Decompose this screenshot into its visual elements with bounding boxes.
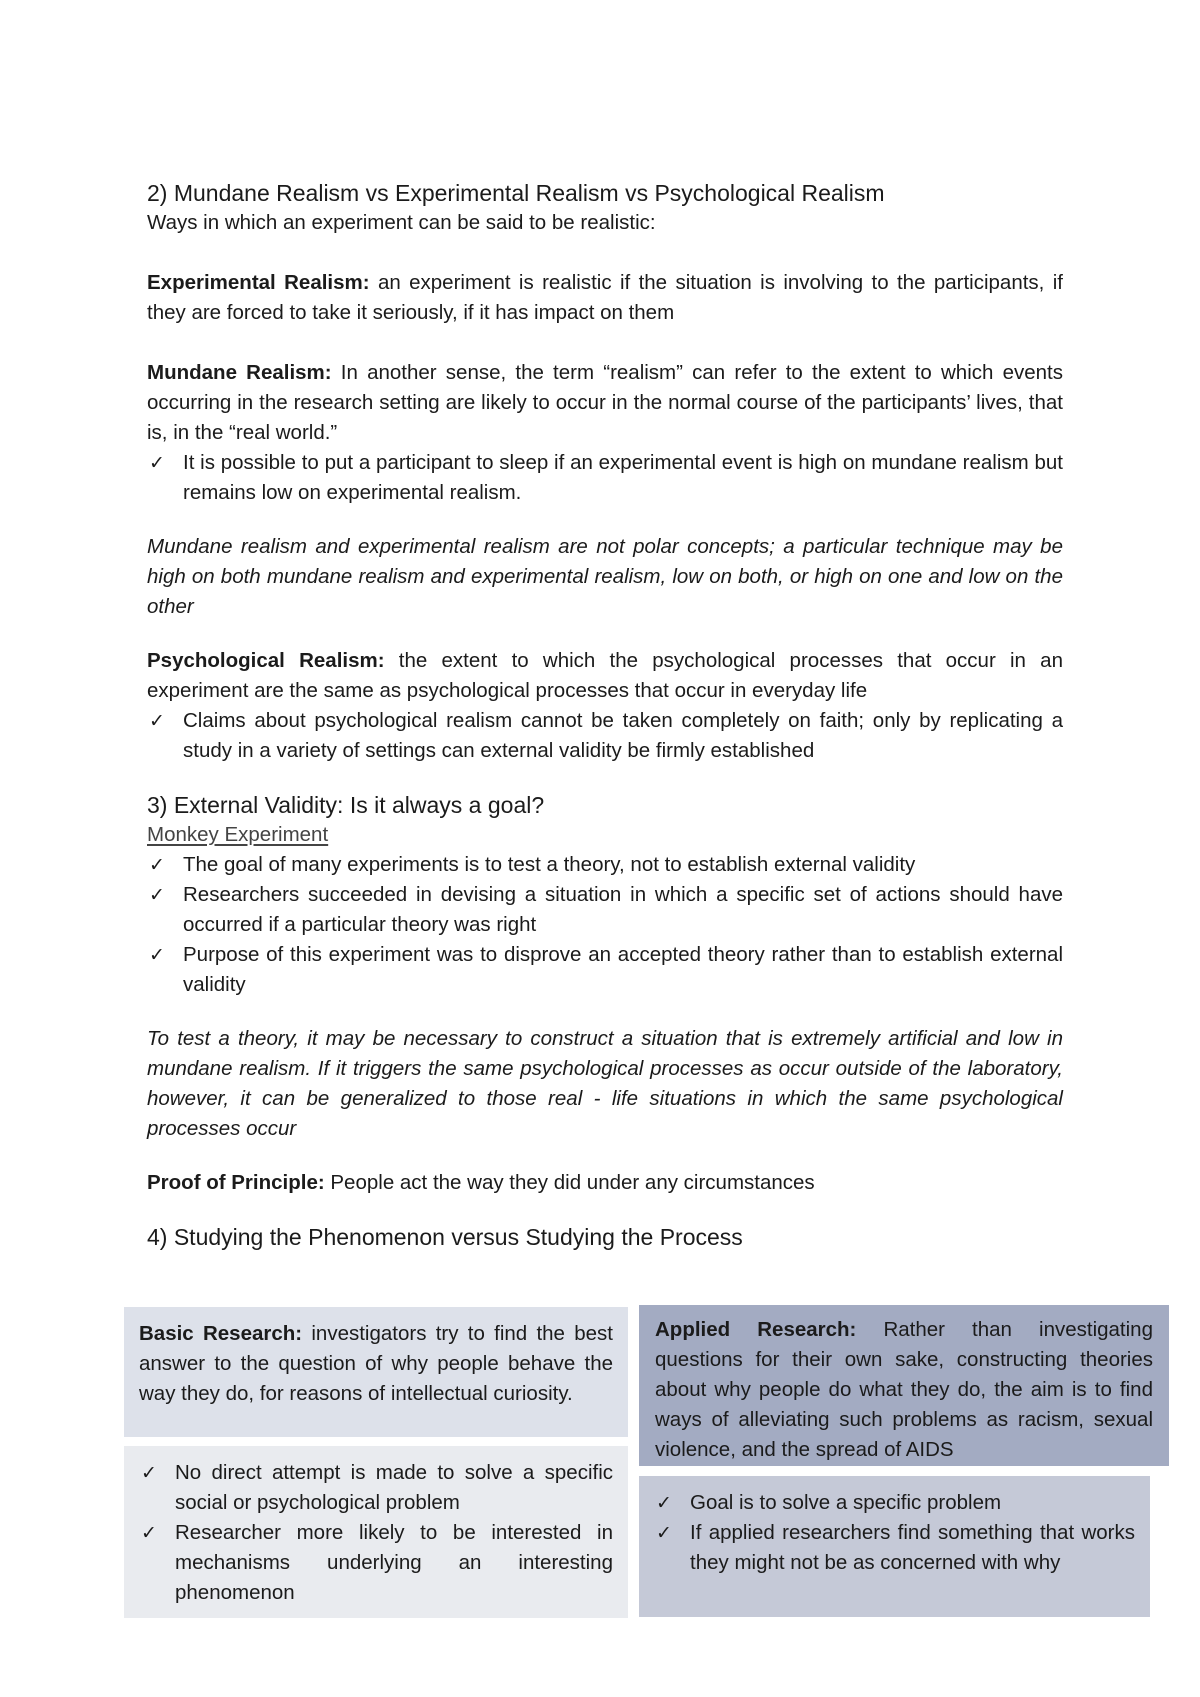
applied-research-points (654, 1488, 1135, 1578)
experimental-realism-text: an experiment is realistic if the situation is involving to the participants, if they are forced to take it seriously, if it has impact on them (147, 271, 1063, 324)
checkmark-icon: ✓ (149, 452, 165, 474)
monkey-experiment-label: Monkey Experiment (147, 823, 329, 846)
psychological-realism-text: the extent to which the psychological processes that occur in an experiment are the same as psychological processes that occur in everyday life (147, 649, 1063, 702)
applied-research-points-box (639, 1476, 1150, 1617)
content-column (147, 178, 1063, 1252)
proof-of-principle-term: Proof of Principle: (147, 1171, 325, 1194)
checkmark-icon: ✓ (141, 1462, 157, 1484)
psychological-realism-term: Psychological Realism: (147, 649, 385, 672)
list-item: ✓ It is possible to put a participant to sleep if an experimental event is high on mundane realism but remains low on experimental realism. (147, 448, 1063, 508)
mundane-realism-text: In another sense, the term “realism” can refer to the extent to which events occurring in the research setting are likely to occur in the normal course of the participants’ lives, that is, in the “real world.” (147, 361, 1063, 444)
basic-research-box (124, 1307, 628, 1437)
checkmark-icon: ✓ (656, 1522, 672, 1544)
basic-research-points (139, 1458, 613, 1608)
list-item: ✓ Claims about psychological realism cannot be taken completely on faith; only by replicating a study in a variety of settings can external validity be firmly established (147, 706, 1063, 766)
psychological-realism-points (147, 706, 1063, 766)
external-validity-points (147, 850, 1063, 1000)
list-item: ✓ The goal of many experiments is to test a theory, not to establish external validity (147, 850, 1063, 880)
basic-research-definition (139, 1319, 613, 1409)
section-2-heading: 2) Mundane Realism vs Experimental Realism vs Psychological Realism (147, 180, 885, 206)
applied-research-text: Rather than investigating questions for their own sake, constructing theories about why people do what they do, the aim is to find ways of alleviating such problems as racism, sexual violence, and the spread of AIDS (655, 1318, 1153, 1461)
mundane-realism-term: Mundane Realism: (147, 361, 332, 384)
checkmark-icon: ✓ (149, 854, 165, 876)
list-item: ✓ No direct attempt is made to solve a specific social or psychological problem (139, 1458, 613, 1518)
list-item: ✓ Goal is to solve a specific problem (654, 1488, 1135, 1518)
section-4-heading: 4) Studying the Phenomenon versus Studying the Process (147, 1224, 743, 1250)
basic-research-term: Basic Research: (139, 1322, 303, 1345)
applied-research-definition (655, 1315, 1153, 1465)
list-item: ✓ Researchers succeeded in devising a situation in which a specific set of actions should have occurred if a particular theory was right (147, 880, 1063, 940)
list-item: ✓ Purpose of this experiment was to disprove an accepted theory rather than to establish external validity (147, 940, 1063, 1000)
applied-research-box (639, 1305, 1169, 1466)
section-3-heading: 3) External Validity: Is it always a goal? (147, 792, 545, 818)
list-item: ✓ If applied researchers find something that works they might not be as concerned with why (654, 1518, 1135, 1578)
basic-research-points-box (124, 1446, 628, 1618)
mundane-realism-definition (147, 358, 1063, 448)
list-item: ✓ Researcher more likely to be interested in mechanisms underlying an interesting phenomenon (139, 1518, 613, 1608)
checkmark-icon: ✓ (149, 944, 165, 966)
theory-test-note: To test a theory, it may be necessary to construct a situation that is extremely artificial and low in mundane realism. If it triggers the same psychological processes as occur outside of the laboratory, however, it can be generalized to those real - life situations in which the same psychological processes occur (147, 1027, 1063, 1140)
applied-research-term: Applied Research: (655, 1318, 857, 1341)
psychological-realism-definition (147, 646, 1063, 706)
proof-of-principle-text: People act the way they did under any circumstances (324, 1171, 815, 1194)
checkmark-icon: ✓ (149, 710, 165, 732)
checkmark-icon: ✓ (141, 1522, 157, 1544)
mundane-realism-points (147, 448, 1063, 508)
realism-note: Mundane realism and experimental realism are not polar concepts; a particular technique may be high on both mundane realism and experimental realism, low on both, or high on one and low on the other (147, 535, 1063, 618)
checkmark-icon: ✓ (149, 884, 165, 906)
experimental-realism-term: Experimental Realism: (147, 271, 370, 294)
section-2-subtitle: Ways in which an experiment can be said to be realistic: (147, 211, 656, 234)
checkmark-icon: ✓ (656, 1492, 672, 1514)
experimental-realism-definition (147, 268, 1063, 328)
proof-of-principle-definition (147, 1168, 1063, 1198)
basic-research-text: investigators try to find the best answer to the question of why people behave the way they do, for reasons of intellectual curiosity. (139, 1322, 613, 1405)
